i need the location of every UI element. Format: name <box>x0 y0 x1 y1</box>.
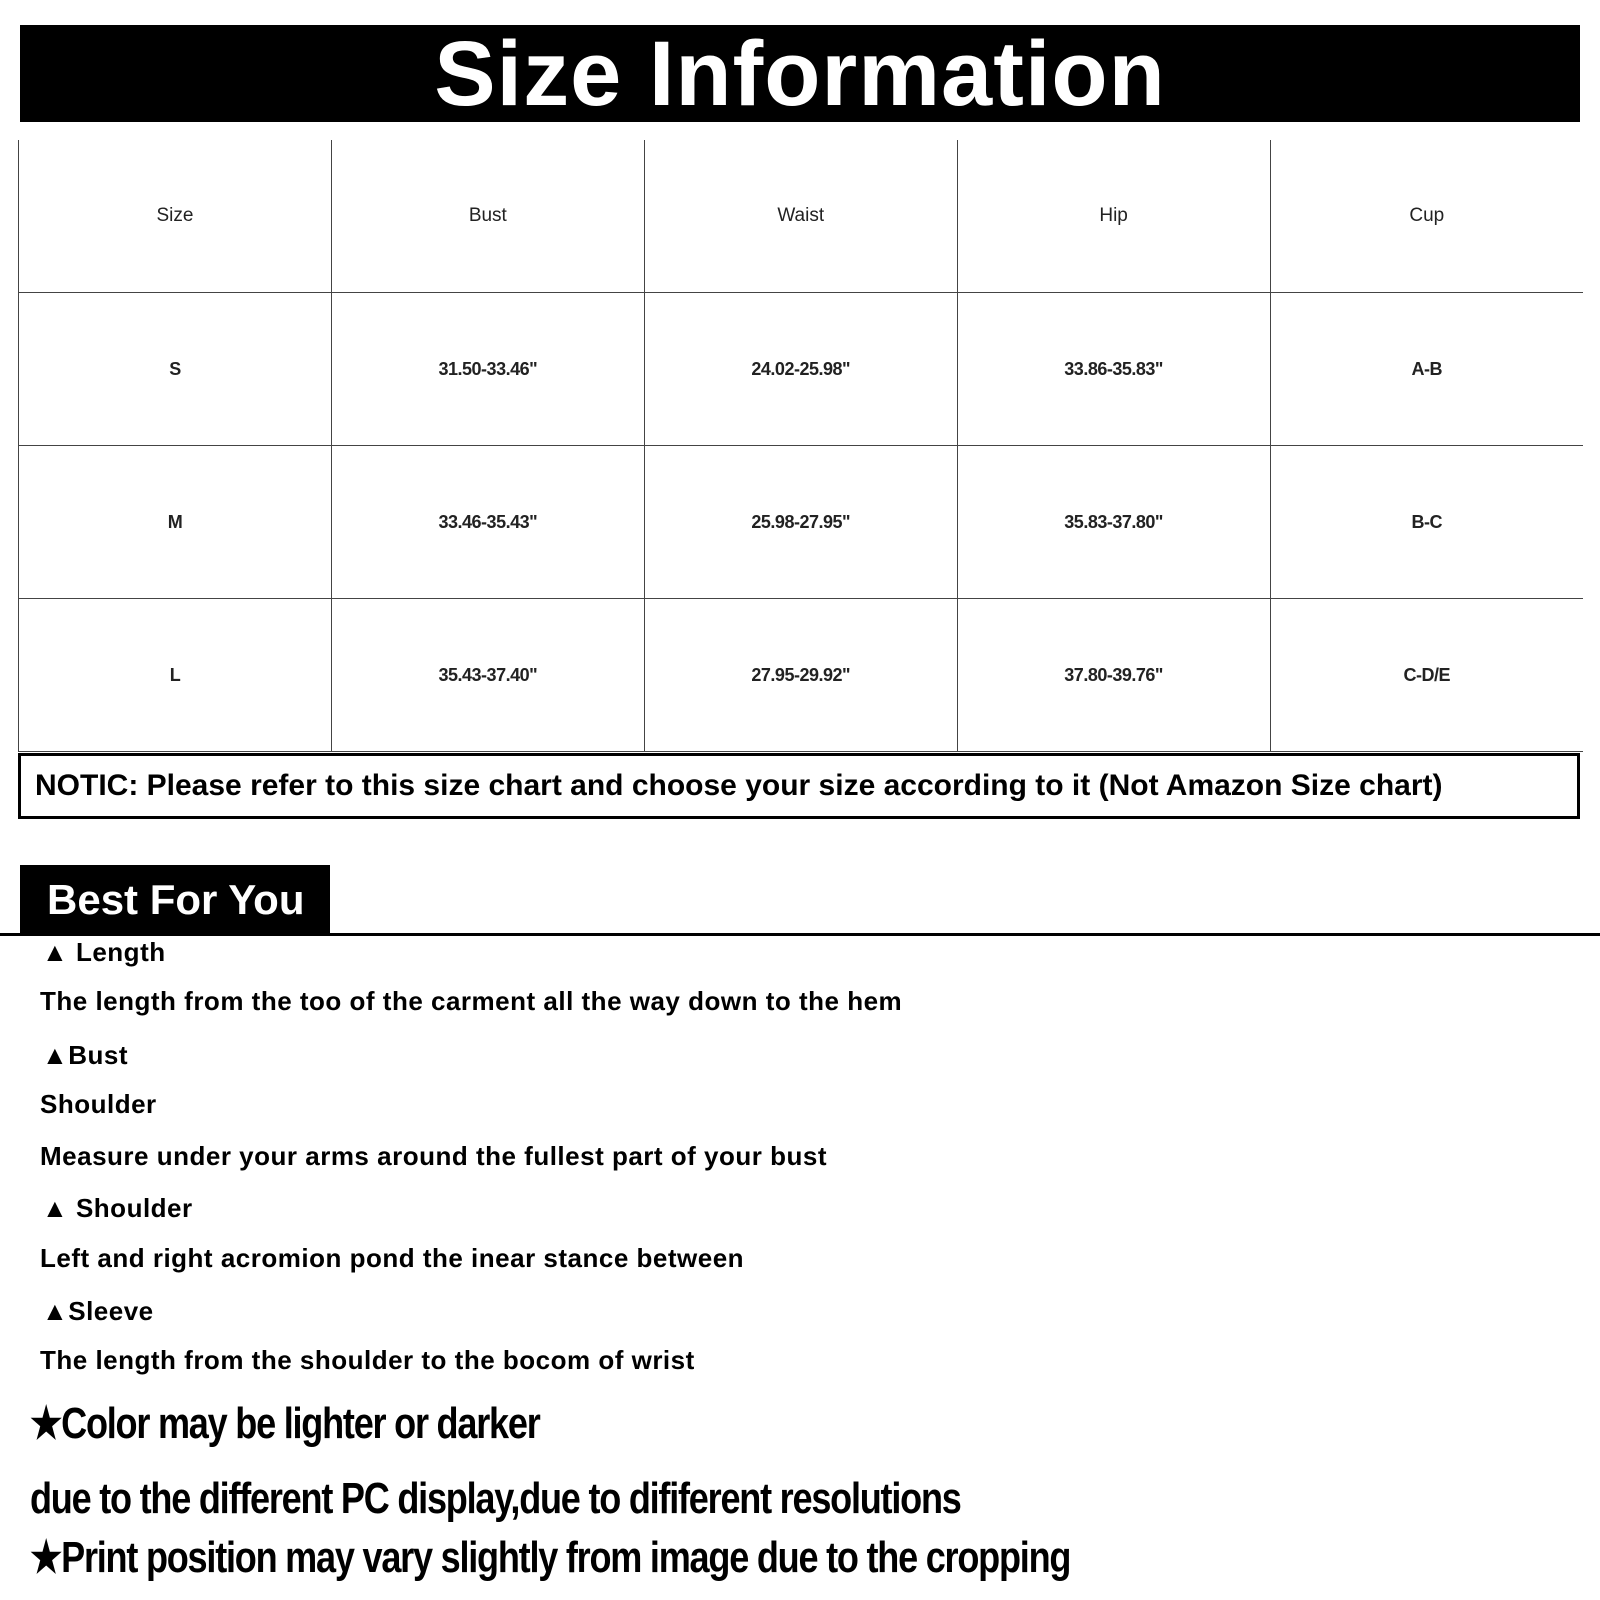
table-cell: A-B <box>1270 293 1583 446</box>
table-header-cell: Bust <box>331 140 644 293</box>
measure-text-length: The length from the too of the carment all the way down to the hem <box>40 986 903 1016</box>
print-position-disclaimer: ★Print position may vary slightly from image due to the cropping <box>30 1533 1071 1582</box>
table-row <box>19 599 1584 752</box>
table-header-cell: Waist <box>644 140 957 293</box>
measure-heading-bust: ▲Bust <box>42 1040 129 1070</box>
measure-heading-length: ▲ Length <box>42 937 166 967</box>
table-cell: B-C <box>1270 446 1583 599</box>
table-cell: 35.83-37.80" <box>957 446 1270 599</box>
display-disclaimer: due to the different PC display,due to dififerent resolutions <box>30 1474 961 1523</box>
measure-text-shoulder: Left and right acromion pond the inear stance between <box>40 1243 745 1273</box>
measure-text-bust: Measure under your arms around the fullest part of your bust <box>40 1141 828 1171</box>
section-divider <box>0 933 1600 936</box>
table-row <box>19 293 1584 446</box>
table-cell: 33.86-35.83" <box>957 293 1270 446</box>
table-cell: 37.80-39.76" <box>957 599 1270 752</box>
table-cell: 35.43-37.40" <box>331 599 644 752</box>
table-cell: 27.95-29.92" <box>644 599 957 752</box>
best-for-you-label: Best For You <box>47 876 305 923</box>
size-table <box>18 140 1583 752</box>
measure-text-sleeve: The length from the shoulder to the bocom of wrist <box>40 1345 695 1375</box>
table-cell: S <box>19 293 332 446</box>
table-cell: 33.46-35.43" <box>331 446 644 599</box>
table-cell: L <box>19 599 332 752</box>
table-header-row <box>19 140 1584 293</box>
table-cell: C-D/E <box>1270 599 1583 752</box>
table-cell: 25.98-27.95" <box>644 446 957 599</box>
size-chart-notice: NOTIC: Please refer to this size chart and choose your size according to it (Not Amazon Size chart) <box>18 753 1580 819</box>
table-cell: M <box>19 446 332 599</box>
best-for-you-tab <box>20 865 330 935</box>
color-disclaimer: ★Color may be lighter or darker <box>30 1399 540 1448</box>
table-row <box>19 446 1584 599</box>
measure-text-shoulder-label: Shoulder <box>40 1089 157 1119</box>
measure-heading-sleeve: ▲Sleeve <box>42 1296 154 1326</box>
table-cell: 24.02-25.98" <box>644 293 957 446</box>
table-cell: 31.50-33.46" <box>331 293 644 446</box>
page-title: Size Information <box>434 22 1166 125</box>
table-header-cell: Hip <box>957 140 1270 293</box>
title-banner <box>20 22 1580 125</box>
table-header-cell: Cup <box>1270 140 1583 293</box>
table-header-cell: Size <box>19 140 332 293</box>
measure-heading-shoulder: ▲ Shoulder <box>42 1193 193 1223</box>
